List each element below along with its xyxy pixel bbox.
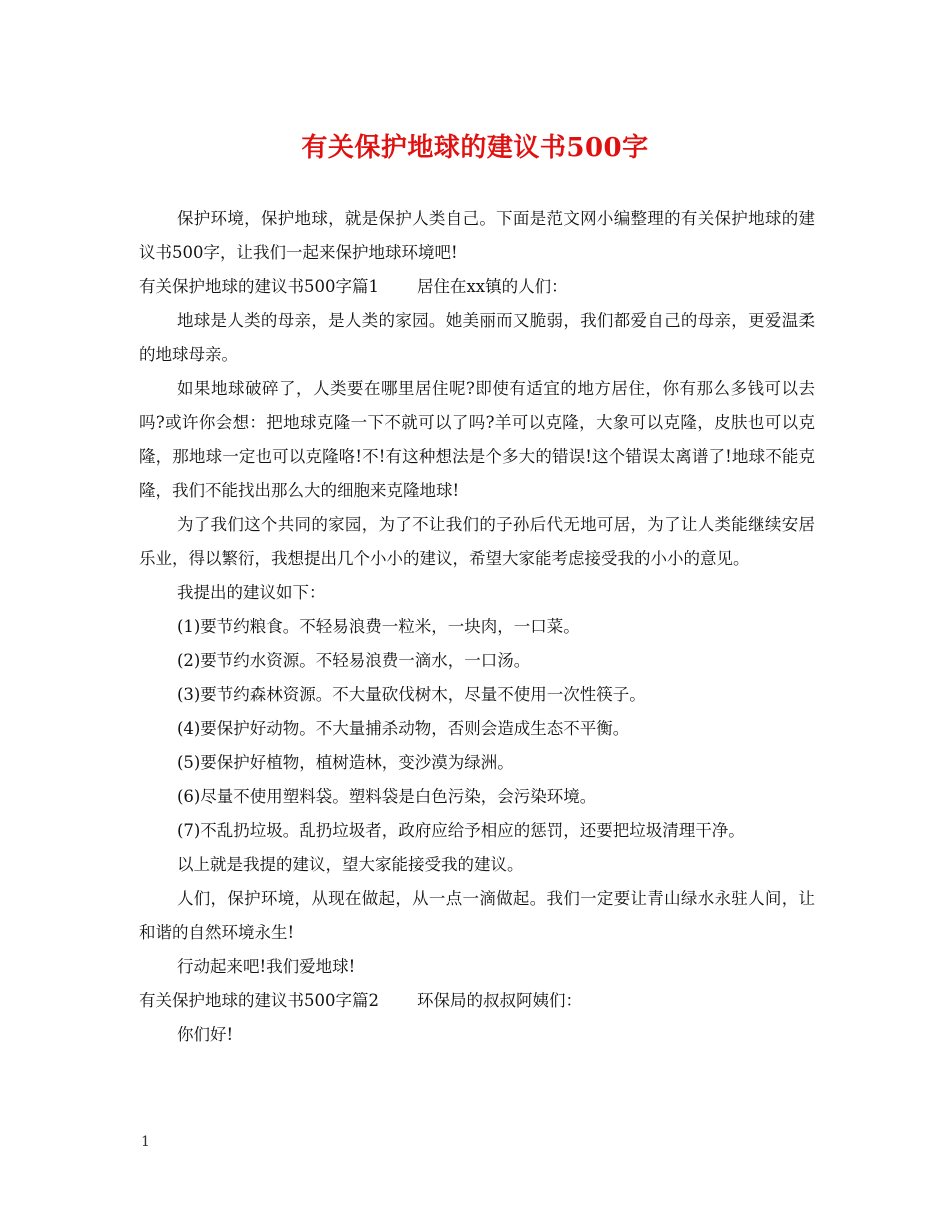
suggestion-item: (2)要节约水资源。不轻易浪费一滴水，一口汤。 (176, 651, 531, 670)
section-2-heading: 有关保护地球的建议书500字篇2 (139, 991, 379, 1010)
suggestion-item: (3)要节约森林资源。不大量砍伐树木，尽量不使用一次性筷子。 (176, 685, 646, 704)
paragraph-1: 地球是人类的母亲，是人类的家园。她美丽而又脆弱，我们都爱自己的母亲，更爱温柔的地球母亲。 (139, 311, 815, 364)
suggestion-item: (1)要节约粮食。不轻易浪费一粒米，一块肉，一口菜。 (176, 617, 580, 636)
suggestion-item: (5)要保护好植物，植树造林，变沙漠为绿洲。 (176, 753, 514, 772)
suggestions-intro: 我提出的建议如下： (176, 583, 326, 602)
page-number: 1 (141, 1134, 150, 1150)
section-1-heading: 有关保护地球的建议书500字篇1 (139, 277, 379, 296)
suggestion-item: (7)不乱扔垃圾。乱扔垃圾者，政府应给予相应的惩罚，还要把垃圾清理干净。 (176, 821, 745, 840)
paragraph-2: 如果地球破碎了，人类要在哪里居住呢?即使有适宜的地方居住，你有那么多钱可以去吗?或许你会想：把地球克隆一下不就可以了吗?羊可以克隆，大象可以克隆，皮肤也可以克隆，那地球一定也可以克隆咯!不!有这种想法是个多大的错误!这个错误太离谱了!地球不能克隆，我们不能找出那么大的细胞来克隆地球! (139, 379, 815, 500)
closing-paragraph-3: 行动起来吧!我们爱地球! (176, 957, 356, 976)
section-2-heading-line (139, 984, 815, 1018)
intro-paragraph: 保护环境，保护地球，就是保护人类自己。下面是范文网小编整理的有关保护地球的建议书500字，让我们一起来保护地球环境吧! (139, 209, 815, 262)
document-title: 有关保护地球的建议书500字 (301, 133, 649, 163)
section-1-salutation: 居住在xx镇的人们： (417, 277, 568, 296)
document-body (139, 202, 815, 1052)
suggestion-item: (6)尽量不使用塑料袋。塑料袋是白色污染，会污染环境。 (176, 787, 597, 806)
paragraph-3: 为了我们这个共同的家园，为了不让我们的子孙后代无地可居，为了让人类能继续安居乐业，得以繁衍，我想提出几个小小的建议，希望大家能考虑接受我的小小的意见。 (139, 515, 815, 568)
greeting: 你们好! (176, 1025, 234, 1044)
closing-paragraph-2: 人们，保护环境，从现在做起，从一点一滴做起。我们一定要让青山绿水永驻人间，让和谐的自然环境永生! (139, 889, 815, 942)
section-2-salutation: 环保局的叔叔阿姨们： (417, 991, 582, 1010)
suggestion-item: (4)要保护好动物。不大量捕杀动物，否则会造成生态不平衡。 (176, 719, 630, 738)
closing-paragraph-1: 以上就是我提的建议，望大家能接受我的建议。 (176, 855, 524, 874)
section-1-heading-line (139, 270, 815, 304)
